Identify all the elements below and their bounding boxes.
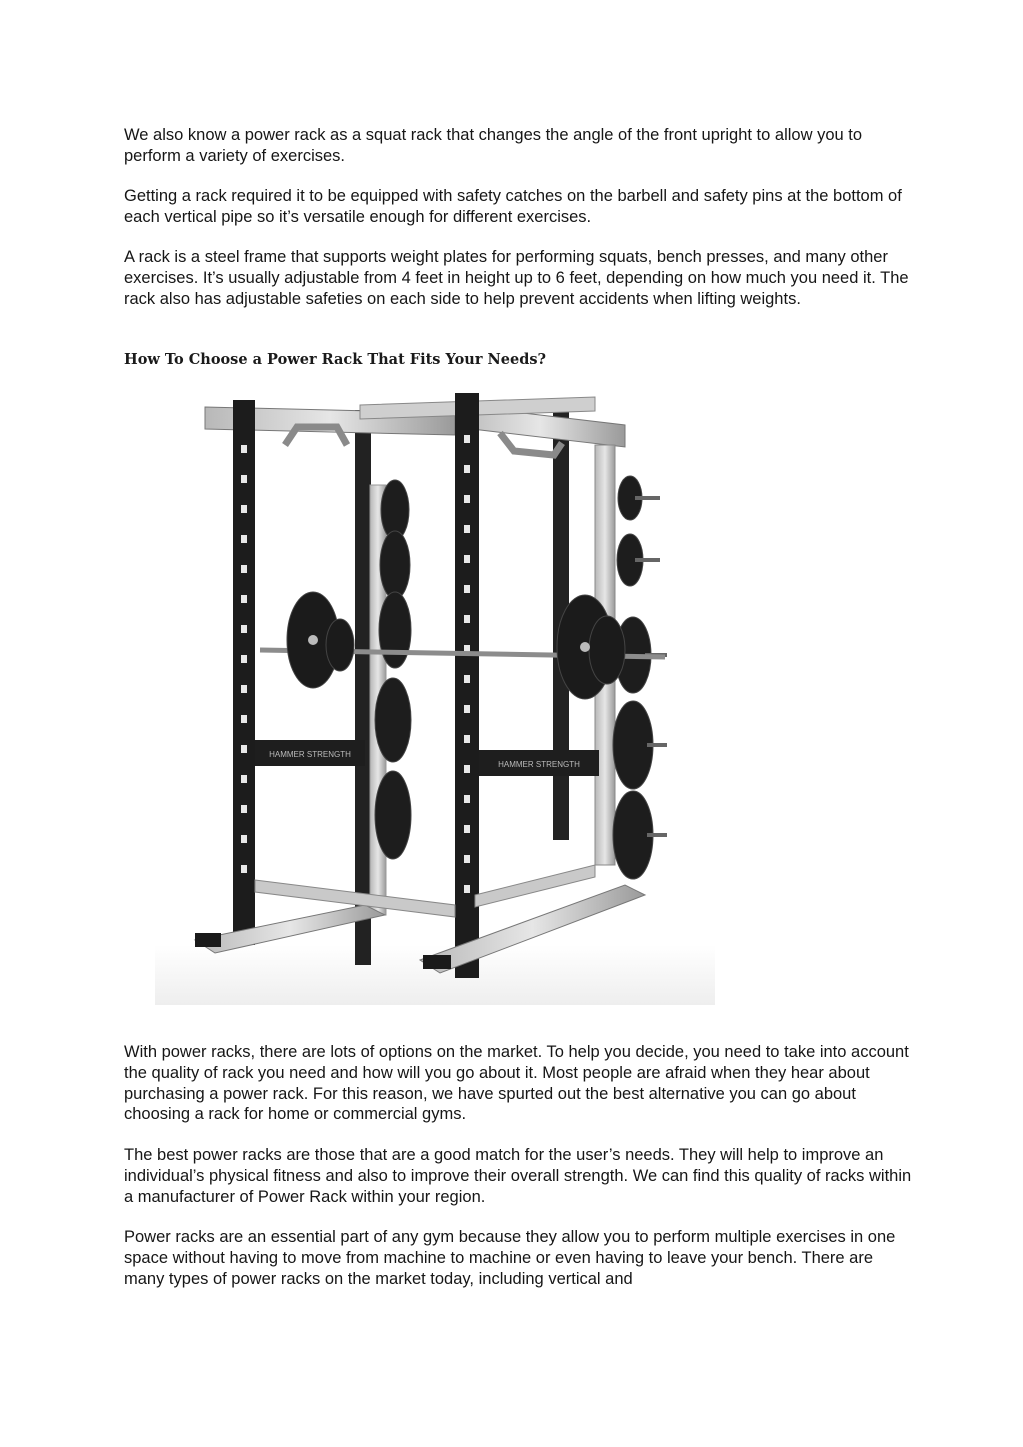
section-heading: How To Choose a Power Rack That Fits Your Needs? [124, 351, 547, 368]
power-rack-image [155, 385, 715, 1005]
paragraph-options-market: With power racks, there are lots of options on the market. To help you decide, you need to take into account the quality of rack you need and how will you go about it. Most people are afraid when they hear about purchasing a power rack. For this reason, we have spurted out the best alternative you can go about choosing a rack for home or commercial gyms. [124, 1043, 909, 1124]
paragraph-essential-part: Power racks are an essential part of any gym because they allow you to perform multiple exercises in one space without having to move from machine to machine or even having to leave your bench. There are many types of power racks on the market today, including vertical and [124, 1228, 896, 1288]
brand-label-left: HAMMER STRENGTH [269, 750, 351, 759]
paragraph-best-racks: The best power racks are those that are a good match for the user’s needs. They will help to improve an individual’s physical fitness and also to improve their overall strength. We can find this quality of racks within a manufacturer of Power Rack within your region. [124, 1146, 912, 1206]
paragraph-steel-frame: A rack is a steel frame that supports weight plates for performing squats, bench presses, and many other exercises. It’s usually adjustable from 4 feet in height up to 6 feet, depending on how much you need it. The rack also has adjustable safeties on each side to help prevent accidents when lifting weights. [124, 248, 909, 308]
paragraph-squat-rack: We also know a power rack as a squat rack that changes the angle of the front upright to allow you to perform a variety of exercises. [124, 126, 863, 165]
brand-label-right: HAMMER STRENGTH [498, 760, 580, 769]
paragraph-safety-catches: Getting a rack required it to be equipped with safety catches on the barbell and safety pins at the bottom of each vertical pipe so it’s versatile enough for different exercises. [124, 187, 902, 226]
